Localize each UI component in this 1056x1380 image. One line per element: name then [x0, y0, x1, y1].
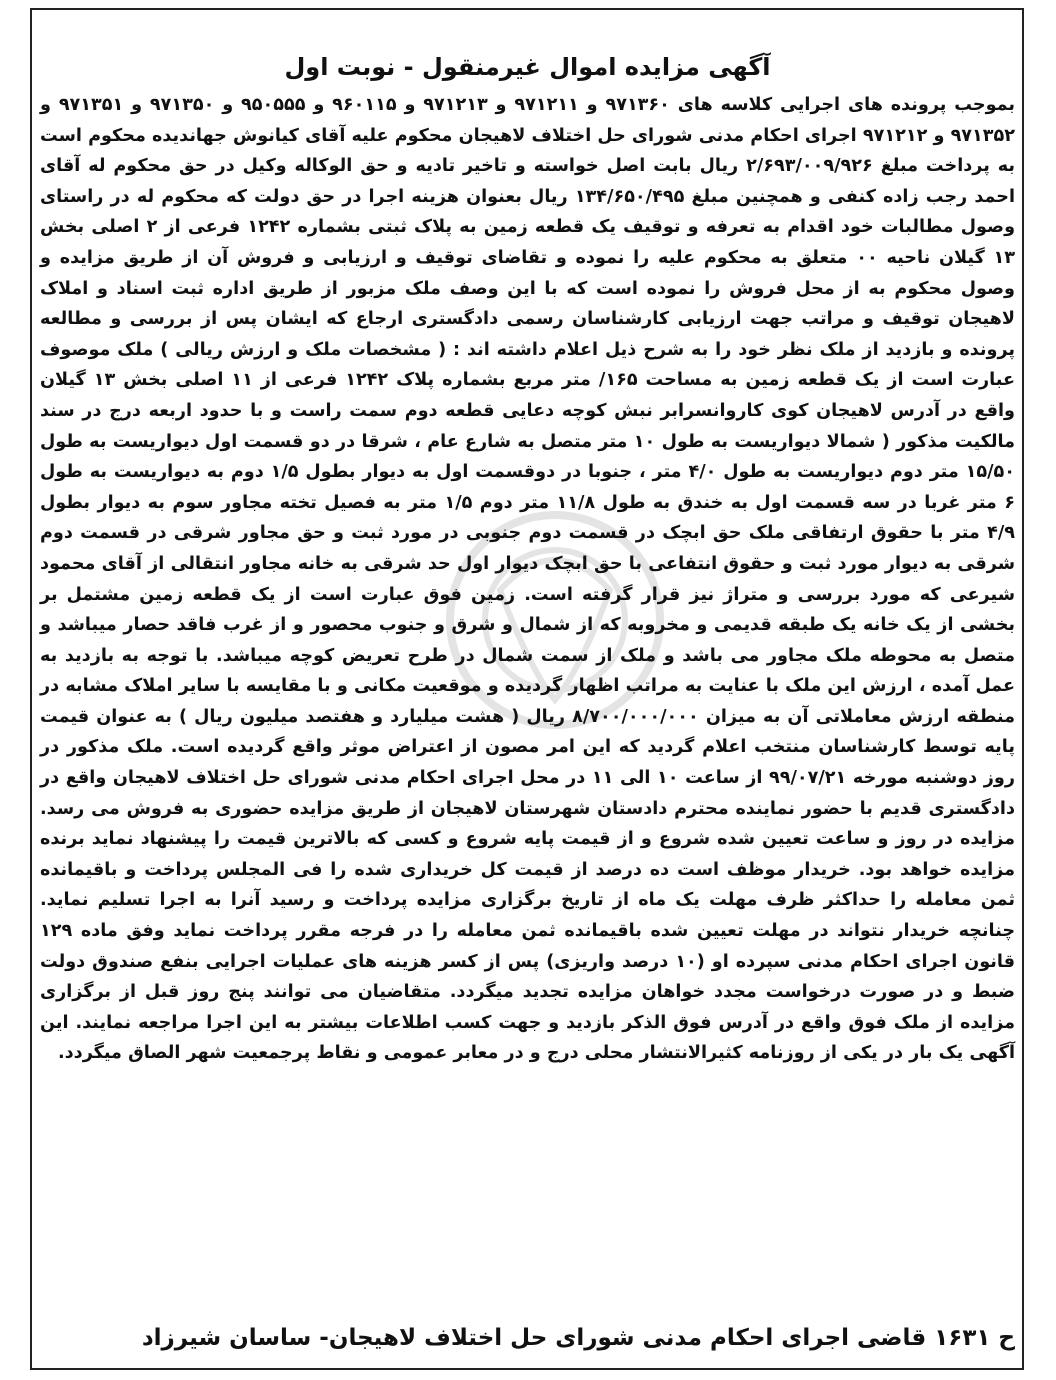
- notice-title: آگهی مزایده اموال غیرمنقول - نوبت اول: [284, 53, 771, 81]
- notice-footer-signature: ح ۱۶۳۱ قاضی اجرای احکام مدنی شورای حل اختلاف لاهیجان- ساسان شیرزاد: [141, 1325, 1015, 1351]
- notice-body: بموجب پرونده های اجرایی کلاسه های ۹۷۱۳۶۰ و ۹۷۱۲۱۱ و ۹۷۱۲۱۳ و ۹۶۰۱۱۵ و ۹۵۰۵۵۵ و ۹۷۱۳۵۰ و ۹۷۱۳۵۱ و ۹۷۱۳۵۲ و ۹۷۱۲۱۲ اجرای احکام مدنی شورای حل اختلاف لاهیجان محکوم علیه آقای کیانوش جهاندیده محکوم است به پرداخت مبلغ ۲/۶۹۳/۰۰۹/۹۲۶ ریال بابت اصل خواسته و تاخیر تادیه و حق الوکاله وکیل در حق محکوم له آقای احمد رجب زاده کنفی و همچنین مبلغ ۱۳۴/۶۵۰/۴۹۵ ریال بعنوان هزینه اجرا در حق دولت که محکوم له در راستای وصول مطالبات خود اقدام به تعرفه و توقیف یک قطعه زمین به پلاک ثبتی بشماره ۱۲۴۲ فرعی از ۲ اصلی بخش ۱۳ گیلان ناحیه ۰۰ متعلق به محکوم علیه را نموده و تقاضای توقیف و ارزیابی و فروش آن از طریق مزایده و وصول محکوم به از محل فروش را نموده است که با این وصف ملک مزبور از طریق اداره ثبت اسناد و املاک لاهیجان توقیف و مراتب جهت ارزیابی کارشناسان رسمی دادگستری ارجاع که ایشان پس از بررسی و مطالعه پرونده و بازدید از ملک نظر خود را به شرح ذیل اعلام داشته اند : ( مشخصات ملک و ارزش ریالی ) ملک موصوف عبارت است از یک قطعه زمین به مساحت ۱۶۵/ متر مربع بشماره پلاک ۱۲۴۲ فرعی از ۱۱ اصلی بخش ۱۳ گیلان واقع در آدرس لاهیجان کوی کاروانسرابر نبش کوچه دعایی قطعه دوم سمت راست و با حدود اربعه درج در سند مالکیت مذکور ( شمالا دیواریست به طول ۱۰ متر متصل به شارع عام ، شرقا در دو قسمت اول دیواریست به طول ۱۵/۵۰ متر دوم دیواریست به طول ۴/۰ متر ، جنوبا در دوقسمت اول به دیوار بطول ۱/۵ دوم به دیواریست به طول ۶ متر غربا در سه قسمت اول به خندق به طول ۱۱/۸ متر دوم ۱/۵ متر به فصیل تخته مجاور سوم به دیوار بطول ۴/۹ متر با حقوق ارتفاقی ملک حق ابچک در قسمت دوم جنوبی در مورد ثبت و حق مجاور شرقی در قسمت دوم شرقی به دیوار مورد ثبت و حقوق انتفاعی با حق ابچک دیوار اول حد شرقی به خانه مجاور انتقالی از آقای محمود شیرعی که مورد بررسی و متراژ نیز قرار گرفته است. زمین فوق عبارت است از یک قطعه زمین مشتمل بر بخشی از یک خانه یک طبقه قدیمی و مخروبه که از شمال و شرق و جنوب محصور و از غرب فاقد حصار میباشد و متصل به محوطه ملک مجاور می باشد و ملک از سمت شمال در طرح تعریض کوچه میباشد. با توجه به بازدید به عمل آمده ، ارزش این ملک با عنایت به مراتب اظهار گردیده و موقعیت مکانی و با مقایسه با سایر املاک مشابه در منطقه ارزش معاملاتی آن به میزان ۸/۷۰۰/۰۰۰/۰۰۰ ریال ( هشت میلیارد و هفتصد میلیون ریال ) به عنوان قیمت پایه توسط کارشناسان منتخب اعلام گردید که این امر مصون از اعتراض موثر واقع گردیده است. ملک مذکور در روز دوشنبه مورخه ۹۹/۰۷/۲۱ از ساعت ۱۰ الی ۱۱ در محل اجرای احکام مدنی شورای حل اختلاف لاهیجان واقع در دادگستری قدیم با حضور نماینده محترم دادستان شهرستان لاهیجان از طریق مزایده حضوری به فروش می رسد. مزایده در روز و ساعت تعیین شده شروع و از قیمت پایه شروع و کسی که بالاترین قیمت را پیشنهاد نماید برنده مزایده خواهد بود. خریدار موظف است ده درصد از قیمت کل خریداری شده را فی المجلس پرداخت و باقیمانده ثمن معامله را حداکثر ظرف مهلت یک ماه از تاریخ برگزاری مزایده پرداخت و رسید آنرا به اجرا تسلیم نماید. چنانچه خریدار نتواند در مهلت تعیین شده باقیمانده ثمن معامله را در فرجه مقرر پرداخت نماید وفق ماده ۱۲۹ قانون اجرای احکام مدنی سپرده او (۱۰ درصد واریزی) پس از کسر هزینه های عملیات اجرایی بنفع صندوق دولت ضبط و در صورت درخواست مجدد خواهان مزایده تجدید میگردد. متقاضیان می توانند پنج روز قبل از برگزاری مزایده از ملک فوق واقع در آدرس فوق الذکر بازدید و جهت کسب اطلاعات بیشتر به این اجرا مراجعه نمایند. این آگهی یک بار در یکی از روزنامه کثیرالانتشار محلی درج و در معابر عمومی و نقاط پرجمعیت شهر الصاق میگردد.: [40, 95, 1015, 1064]
- notice-content: [40, 50, 1015, 1069]
